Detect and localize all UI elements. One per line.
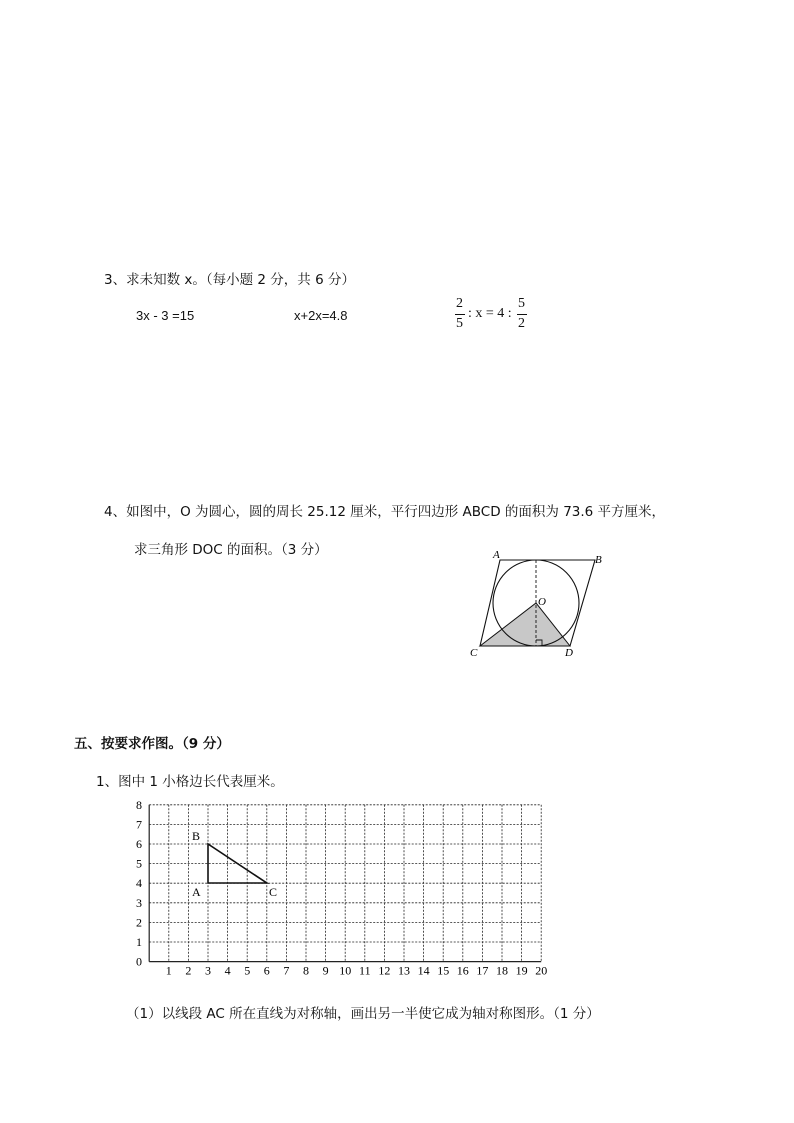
- y-tick-label: 8: [136, 797, 142, 812]
- y-tick-label: 1: [136, 935, 142, 949]
- eq3-numerator-1: 2: [456, 296, 463, 311]
- equation-1: 3x - 3 =15: [136, 308, 195, 323]
- y-tick-label: 2: [136, 915, 142, 930]
- x-tick-label: 2: [185, 963, 192, 978]
- y-tick-labels: [136, 798, 142, 969]
- x-tick-label: 15: [437, 963, 450, 978]
- x-tick-label: 11: [359, 963, 371, 978]
- label-O: O: [538, 596, 546, 608]
- eq3-fraction-bar-2: [517, 314, 527, 315]
- x-tick-label: 14: [417, 963, 430, 978]
- label-B: B: [595, 554, 602, 566]
- coordinate-grid: [128, 795, 558, 985]
- label-D: D: [565, 647, 573, 659]
- x-tick-label: 17: [476, 963, 489, 978]
- x-tick-label: 19: [515, 963, 528, 978]
- y-tick-label: 7: [136, 817, 142, 832]
- y-tick-label: 6: [136, 837, 142, 851]
- y-tick-label: 5: [136, 856, 142, 871]
- x-tick-label: 10: [339, 963, 352, 978]
- x-tick-label: 9: [322, 963, 329, 978]
- x-tick-label: 16: [456, 963, 469, 978]
- x-tick-label: 13: [398, 963, 410, 978]
- y-tick-label: 4: [136, 876, 142, 891]
- eq3-denominator-2: 2: [518, 316, 525, 331]
- label-C: C: [470, 647, 478, 659]
- grid-label-C: C: [269, 885, 278, 899]
- x-tick-label: 3: [205, 963, 211, 978]
- eq3-middle: : x = 4 :: [468, 306, 512, 321]
- section-5-sub-1: （1）以线段 AC 所在直线为对称轴，画出另一半使它成为轴对称图形。（1 分）: [126, 1006, 600, 1022]
- y-tick-label: 3: [136, 895, 142, 910]
- x-tick-label: 7: [283, 963, 290, 978]
- eq3-numerator-2: 5: [518, 296, 525, 311]
- grid-label-B: B: [192, 829, 201, 843]
- eq3-fraction-bar-1: [455, 314, 465, 315]
- q3-title: 3、求未知数 x。（每小题 2 分，共 6 分）: [104, 272, 355, 288]
- y-tick-label: 0: [136, 954, 142, 969]
- x-tick-label: 1: [165, 963, 172, 978]
- q4-line-2: 求三角形 DOC 的面积。（3 分）: [134, 542, 328, 558]
- x-tick-label: 4: [224, 963, 231, 978]
- x-tick-label: 12: [378, 963, 391, 978]
- section-5-q1: 1、图中 1 小格边长代表厘米。: [96, 774, 284, 790]
- x-tick-label: 6: [263, 963, 270, 978]
- x-tick-label: 20: [535, 963, 548, 978]
- parallelogram-circle-figure: [460, 545, 620, 665]
- section-5-heading: 五、按要求作图。（9 分）: [74, 736, 230, 752]
- q4-line-1: 4、如图中，O 为圆心，圆的周长 25.12 厘米，平行四边形 ABCD 的面积为 73.6 平方厘米，: [104, 504, 666, 520]
- eq3-denominator-1: 5: [456, 316, 463, 331]
- x-tick-label: 8: [303, 963, 309, 978]
- label-A: A: [493, 549, 500, 561]
- x-tick-label: 5: [244, 963, 251, 978]
- grid-label-A: A: [192, 885, 201, 899]
- equation-2: x+2x=4.8: [294, 308, 348, 323]
- x-tick-label: 18: [496, 963, 508, 978]
- x-tick-labels: [166, 964, 547, 978]
